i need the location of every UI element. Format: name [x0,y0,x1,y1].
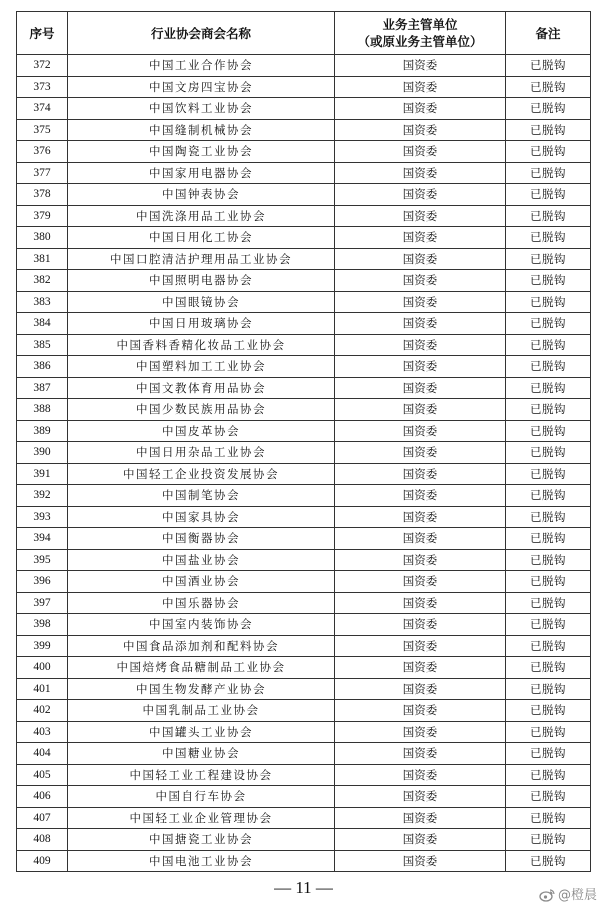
cell-association-name: 中国乳制品工业协会 [68,700,335,722]
cell-serial-number: 380 [17,227,68,249]
table-row [17,334,591,356]
table-row [17,614,591,636]
table-row [17,270,591,292]
cell-association-name: 中国生物发酵产业协会 [68,678,335,700]
cell-supervising-unit: 国资委 [335,635,506,657]
cell-serial-number: 389 [17,420,68,442]
table-row [17,356,591,378]
cell-association-name: 中国文房四宝协会 [68,76,335,98]
table-row [17,850,591,872]
table-row [17,506,591,528]
cell-remarks: 已脱钩 [506,485,591,507]
table-row [17,291,591,313]
table-row [17,764,591,786]
cell-serial-number: 391 [17,463,68,485]
cell-serial-number: 383 [17,291,68,313]
cell-remarks: 已脱钩 [506,119,591,141]
table-header-row [17,12,591,55]
cell-serial-number: 374 [17,98,68,120]
table-row [17,786,591,808]
cell-supervising-unit: 国资委 [335,528,506,550]
cell-association-name: 中国糖业协会 [68,743,335,765]
cell-supervising-unit: 国资委 [335,442,506,464]
cell-supervising-unit: 国资委 [335,463,506,485]
cell-remarks: 已脱钩 [506,162,591,184]
cell-serial-number: 381 [17,248,68,270]
cell-association-name: 中国焙烤食品糖制品工业协会 [68,657,335,679]
cell-association-name: 中国乐器协会 [68,592,335,614]
table-row [17,76,591,98]
cell-association-name: 中国少数民族用品协会 [68,399,335,421]
cell-serial-number: 378 [17,184,68,206]
cell-serial-number: 400 [17,657,68,679]
table-row [17,807,591,829]
cell-serial-number: 373 [17,76,68,98]
table-row [17,463,591,485]
weibo-icon [539,888,555,902]
table-row [17,399,591,421]
cell-serial-number: 372 [17,55,68,77]
cell-remarks: 已脱钩 [506,807,591,829]
cell-serial-number: 379 [17,205,68,227]
table-row [17,678,591,700]
table-row [17,313,591,335]
table-row [17,227,591,249]
cell-supervising-unit: 国资委 [335,356,506,378]
cell-supervising-unit: 国资委 [335,678,506,700]
cell-supervising-unit: 国资委 [335,76,506,98]
table-row [17,98,591,120]
cell-remarks: 已脱钩 [506,850,591,872]
cell-association-name: 中国陶瓷工业协会 [68,141,335,163]
cell-serial-number: 384 [17,313,68,335]
table-row [17,248,591,270]
cell-serial-number: 397 [17,592,68,614]
cell-remarks: 已脱钩 [506,721,591,743]
table-row [17,700,591,722]
cell-association-name: 中国制笔协会 [68,485,335,507]
cell-supervising-unit: 国资委 [335,549,506,571]
header-supervising-unit-line1: 业务主管单位 [382,17,458,32]
cell-remarks: 已脱钩 [506,76,591,98]
table-row [17,442,591,464]
cell-remarks: 已脱钩 [506,184,591,206]
cell-serial-number: 376 [17,141,68,163]
cell-association-name: 中国自行车协会 [68,786,335,808]
cell-remarks: 已脱钩 [506,549,591,571]
cell-supervising-unit: 国资委 [335,592,506,614]
cell-association-name: 中国轻工业工程建设协会 [68,764,335,786]
cell-serial-number: 403 [17,721,68,743]
cell-association-name: 中国轻工业企业管理协会 [68,807,335,829]
table-row [17,743,591,765]
cell-remarks: 已脱钩 [506,614,591,636]
table-row [17,829,591,851]
cell-association-name: 中国饮料工业协会 [68,98,335,120]
header-association-name: 行业协会商会名称 [68,12,335,55]
cell-serial-number: 406 [17,786,68,808]
header-remarks: 备注 [506,12,591,55]
cell-remarks: 已脱钩 [506,334,591,356]
cell-association-name: 中国衡器协会 [68,528,335,550]
cell-serial-number: 401 [17,678,68,700]
cell-association-name: 中国眼镜协会 [68,291,335,313]
cell-remarks: 已脱钩 [506,420,591,442]
cell-remarks: 已脱钩 [506,528,591,550]
cell-supervising-unit: 国资委 [335,506,506,528]
cell-supervising-unit: 国资委 [335,377,506,399]
cell-association-name: 中国室内装饰协会 [68,614,335,636]
cell-supervising-unit: 国资委 [335,184,506,206]
cell-association-name: 中国日用玻璃协会 [68,313,335,335]
cell-supervising-unit: 国资委 [335,700,506,722]
table-body [17,55,591,872]
table-row [17,485,591,507]
cell-association-name: 中国家用电器协会 [68,162,335,184]
cell-remarks: 已脱钩 [506,141,591,163]
table-row [17,420,591,442]
cell-remarks: 已脱钩 [506,506,591,528]
page-number: — 11 — [274,878,333,897]
cell-association-name: 中国钟表协会 [68,184,335,206]
cell-supervising-unit: 国资委 [335,248,506,270]
cell-supervising-unit: 国资委 [335,399,506,421]
cell-association-name: 中国日用化工协会 [68,227,335,249]
cell-supervising-unit: 国资委 [335,55,506,77]
cell-association-name: 中国文教体育用品协会 [68,377,335,399]
cell-remarks: 已脱钩 [506,356,591,378]
cell-association-name: 中国缝制机械协会 [68,119,335,141]
cell-association-name: 中国皮革协会 [68,420,335,442]
cell-remarks: 已脱钩 [506,700,591,722]
table-row [17,184,591,206]
cell-association-name: 中国塑料加工工业协会 [68,356,335,378]
cell-association-name: 中国洗涤用品工业协会 [68,205,335,227]
cell-serial-number: 387 [17,377,68,399]
association-table [16,11,591,872]
cell-remarks: 已脱钩 [506,829,591,851]
cell-remarks: 已脱钩 [506,313,591,335]
cell-serial-number: 402 [17,700,68,722]
cell-remarks: 已脱钩 [506,248,591,270]
cell-serial-number: 408 [17,829,68,851]
cell-serial-number: 409 [17,850,68,872]
cell-supervising-unit: 国资委 [335,721,506,743]
cell-serial-number: 392 [17,485,68,507]
cell-supervising-unit: 国资委 [335,485,506,507]
cell-supervising-unit: 国资委 [335,141,506,163]
table-row [17,205,591,227]
cell-remarks: 已脱钩 [506,743,591,765]
cell-remarks: 已脱钩 [506,98,591,120]
cell-remarks: 已脱钩 [506,227,591,249]
cell-association-name: 中国食品添加剂和配料协会 [68,635,335,657]
cell-supervising-unit: 国资委 [335,743,506,765]
table-row [17,141,591,163]
cell-serial-number: 394 [17,528,68,550]
cell-remarks: 已脱钩 [506,592,591,614]
cell-association-name: 中国工业合作协会 [68,55,335,77]
cell-remarks: 已脱钩 [506,463,591,485]
cell-serial-number: 405 [17,764,68,786]
cell-association-name: 中国电池工业协会 [68,850,335,872]
header-supervising-unit-line2: （或原业务主管单位） [357,34,483,49]
cell-supervising-unit: 国资委 [335,270,506,292]
cell-supervising-unit: 国资委 [335,313,506,335]
table-row [17,657,591,679]
cell-association-name: 中国搪瓷工业协会 [68,829,335,851]
cell-supervising-unit: 国资委 [335,119,506,141]
cell-supervising-unit: 国资委 [335,807,506,829]
cell-serial-number: 404 [17,743,68,765]
cell-association-name: 中国盐业协会 [68,549,335,571]
cell-remarks: 已脱钩 [506,635,591,657]
cell-remarks: 已脱钩 [506,571,591,593]
cell-association-name: 中国酒业协会 [68,571,335,593]
cell-association-name: 中国香料香精化妆品工业协会 [68,334,335,356]
table-row [17,571,591,593]
cell-association-name: 中国家具协会 [68,506,335,528]
cell-serial-number: 377 [17,162,68,184]
table-row [17,592,591,614]
cell-serial-number: 388 [17,399,68,421]
cell-supervising-unit: 国资委 [335,829,506,851]
table-row [17,721,591,743]
cell-supervising-unit: 国资委 [335,227,506,249]
cell-supervising-unit: 国资委 [335,850,506,872]
cell-remarks: 已脱钩 [506,442,591,464]
cell-remarks: 已脱钩 [506,399,591,421]
table-row [17,549,591,571]
cell-supervising-unit: 国资委 [335,162,506,184]
cell-remarks: 已脱钩 [506,377,591,399]
header-serial-number: 序号 [17,12,68,55]
cell-serial-number: 399 [17,635,68,657]
cell-supervising-unit: 国资委 [335,786,506,808]
cell-supervising-unit: 国资委 [335,571,506,593]
cell-association-name: 中国轻工企业投资发展协会 [68,463,335,485]
cell-association-name: 中国日用杂品工业协会 [68,442,335,464]
watermark [539,884,597,903]
table-row [17,528,591,550]
cell-serial-number: 375 [17,119,68,141]
cell-serial-number: 407 [17,807,68,829]
cell-association-name: 中国罐头工业协会 [68,721,335,743]
cell-supervising-unit: 国资委 [335,98,506,120]
cell-remarks: 已脱钩 [506,764,591,786]
cell-serial-number: 398 [17,614,68,636]
table-row [17,55,591,77]
cell-association-name: 中国照明电器协会 [68,270,335,292]
cell-serial-number: 393 [17,506,68,528]
table-row [17,635,591,657]
cell-serial-number: 396 [17,571,68,593]
cell-remarks: 已脱钩 [506,55,591,77]
cell-serial-number: 385 [17,334,68,356]
table-row [17,119,591,141]
cell-supervising-unit: 国资委 [335,205,506,227]
table-row [17,162,591,184]
cell-remarks: 已脱钩 [506,205,591,227]
cell-remarks: 已脱钩 [506,270,591,292]
cell-supervising-unit: 国资委 [335,764,506,786]
table-row [17,377,591,399]
cell-serial-number: 382 [17,270,68,292]
cell-remarks: 已脱钩 [506,291,591,313]
cell-serial-number: 390 [17,442,68,464]
cell-association-name: 中国口腔清洁护理用品工业协会 [68,248,335,270]
cell-supervising-unit: 国资委 [335,614,506,636]
cell-supervising-unit: 国资委 [335,291,506,313]
cell-serial-number: 395 [17,549,68,571]
cell-remarks: 已脱钩 [506,657,591,679]
cell-remarks: 已脱钩 [506,786,591,808]
cell-serial-number: 386 [17,356,68,378]
header-supervising-unit [335,12,506,55]
cell-supervising-unit: 国资委 [335,657,506,679]
cell-supervising-unit: 国资委 [335,420,506,442]
cell-remarks: 已脱钩 [506,678,591,700]
watermark-text: @橙晨 [557,888,597,903]
cell-supervising-unit: 国资委 [335,334,506,356]
